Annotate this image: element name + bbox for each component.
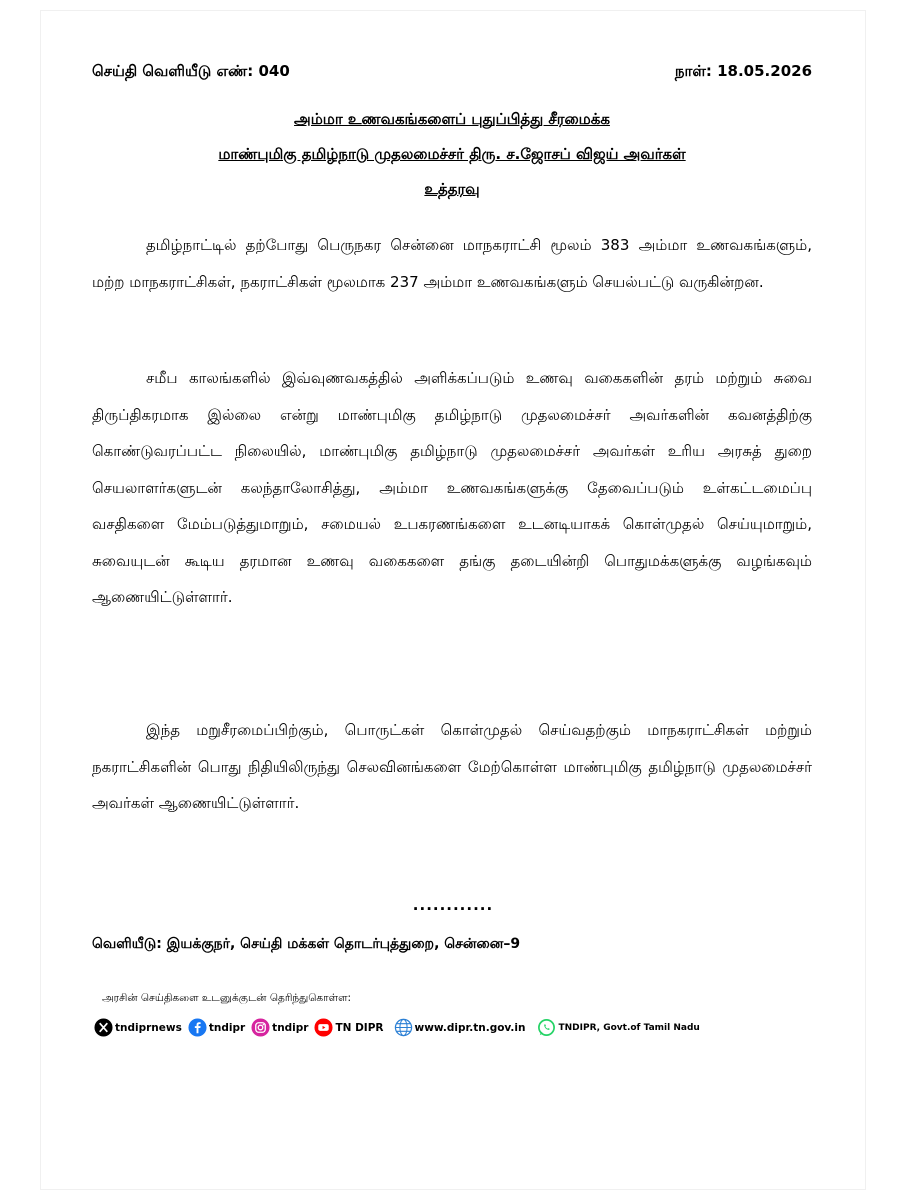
social-x-label: tndiprnews — [115, 1021, 182, 1034]
youtube-icon — [314, 1018, 333, 1037]
follow-text: அரசின் செய்திகளை உடனுக்குடன் தெரிந்துகொள்ள: — [102, 992, 352, 1004]
document-header — [92, 62, 812, 82]
social-youtube[interactable] — [314, 1018, 383, 1037]
social-facebook-label: tndipr — [208, 1021, 246, 1034]
title-line-1: அம்மா உணவகங்களைப் புதுப்பித்து சீரமைக்க — [294, 110, 610, 128]
social-whatsapp[interactable] — [537, 1018, 699, 1037]
social-instagram[interactable] — [251, 1018, 308, 1037]
document-title — [92, 102, 812, 207]
paragraph-1: தமிழ்நாட்டில் தற்போது பெருநகர சென்னை மாநகராட்சி மூலம் 383 அம்மா உணவகங்களும், மற்ற மாநகராட்சிகள், நகராட்சிகள் மூலமாக 237 அம்மா உணவகங்களும் செயல்பட்டு வருகின்றன. — [92, 236, 812, 291]
globe-icon — [394, 1018, 413, 1037]
title-line-2: மாண்புமிகு தமிழ்நாடு முதலமைச்சர் திரு. ச.ஜோசப் விஜய் அவர்கள் — [218, 145, 686, 163]
social-website-label: www.dipr.tn.gov.in — [414, 1021, 526, 1034]
social-facebook[interactable] — [188, 1018, 245, 1037]
social-website[interactable] — [394, 1018, 526, 1037]
title-line-3: உத்தரவு — [424, 180, 480, 198]
section-separator: ............ — [412, 896, 494, 914]
release-by: வெளியீடு: இயக்குநர், செய்தி மக்கள் தொடர்புத்துறை, சென்னை–9 — [92, 936, 521, 952]
paragraph-3: இந்த மறுசீரமைப்பிற்கும், பொருட்கள் கொள்முதல் செய்வதற்கும் மாநகராட்சிகள் மற்றும் நகராட்சிகளின் பொது நிதியிலிருந்து செலவினங்களை மேற்கொள்ள மாண்புமிகு தமிழ்நாடு முதலமைச்சர் அவர்கள் ஆணையிட்டுள்ளார். — [92, 721, 812, 812]
social-x[interactable] — [94, 1018, 182, 1037]
social-links — [94, 1018, 794, 1037]
whatsapp-icon — [537, 1018, 556, 1037]
social-whatsapp-label: TNDIPR, Govt.of Tamil Nadu — [558, 1022, 700, 1033]
facebook-icon — [188, 1018, 207, 1037]
social-instagram-label: tndipr — [272, 1021, 309, 1034]
social-youtube-label: TN DIPR — [335, 1021, 384, 1034]
instagram-icon — [251, 1018, 270, 1037]
release-date: நாள்: 18.05.2026 — [674, 62, 812, 80]
paragraph-2: சமீப காலங்களில் இவ்வுணவகத்தில் அளிக்கப்படும் உணவு வகைகளின் தரம் மற்றும் சுவை திருப்திகரமாக இல்லை என்று மாண்புமிகு தமிழ்நாடு முதலமைச்சர் அவர்களின் கவனத்திற்கு கொண்டுவரப்பட்ட நிலையில், மாண்புமிகு தமிழ்நாடு முதலமைச்சர் அவர்கள் உரிய அரசுத் துறை செயலாளர்களுடன் கலந்தாலோசித்து, அம்மா உணவகங்களுக்கு தேவைப்படும் உள்கட்டமைப்பு வசதிகளை மேம்படுத்துமாறும், சமையல் உபகரணங்களை உடனடியாகக் கொள்முதல் செய்யுமாறும், சுவையுடன் கூடிய தரமான உணவு வகைகளை தங்கு தடையின்றி பொதுமக்களுக்கு வழங்கவும் ஆணையிட்டுள்ளார். — [92, 369, 812, 606]
x-icon — [94, 1018, 113, 1037]
release-number: செய்தி வெளியீடு எண்: 040 — [92, 62, 290, 80]
